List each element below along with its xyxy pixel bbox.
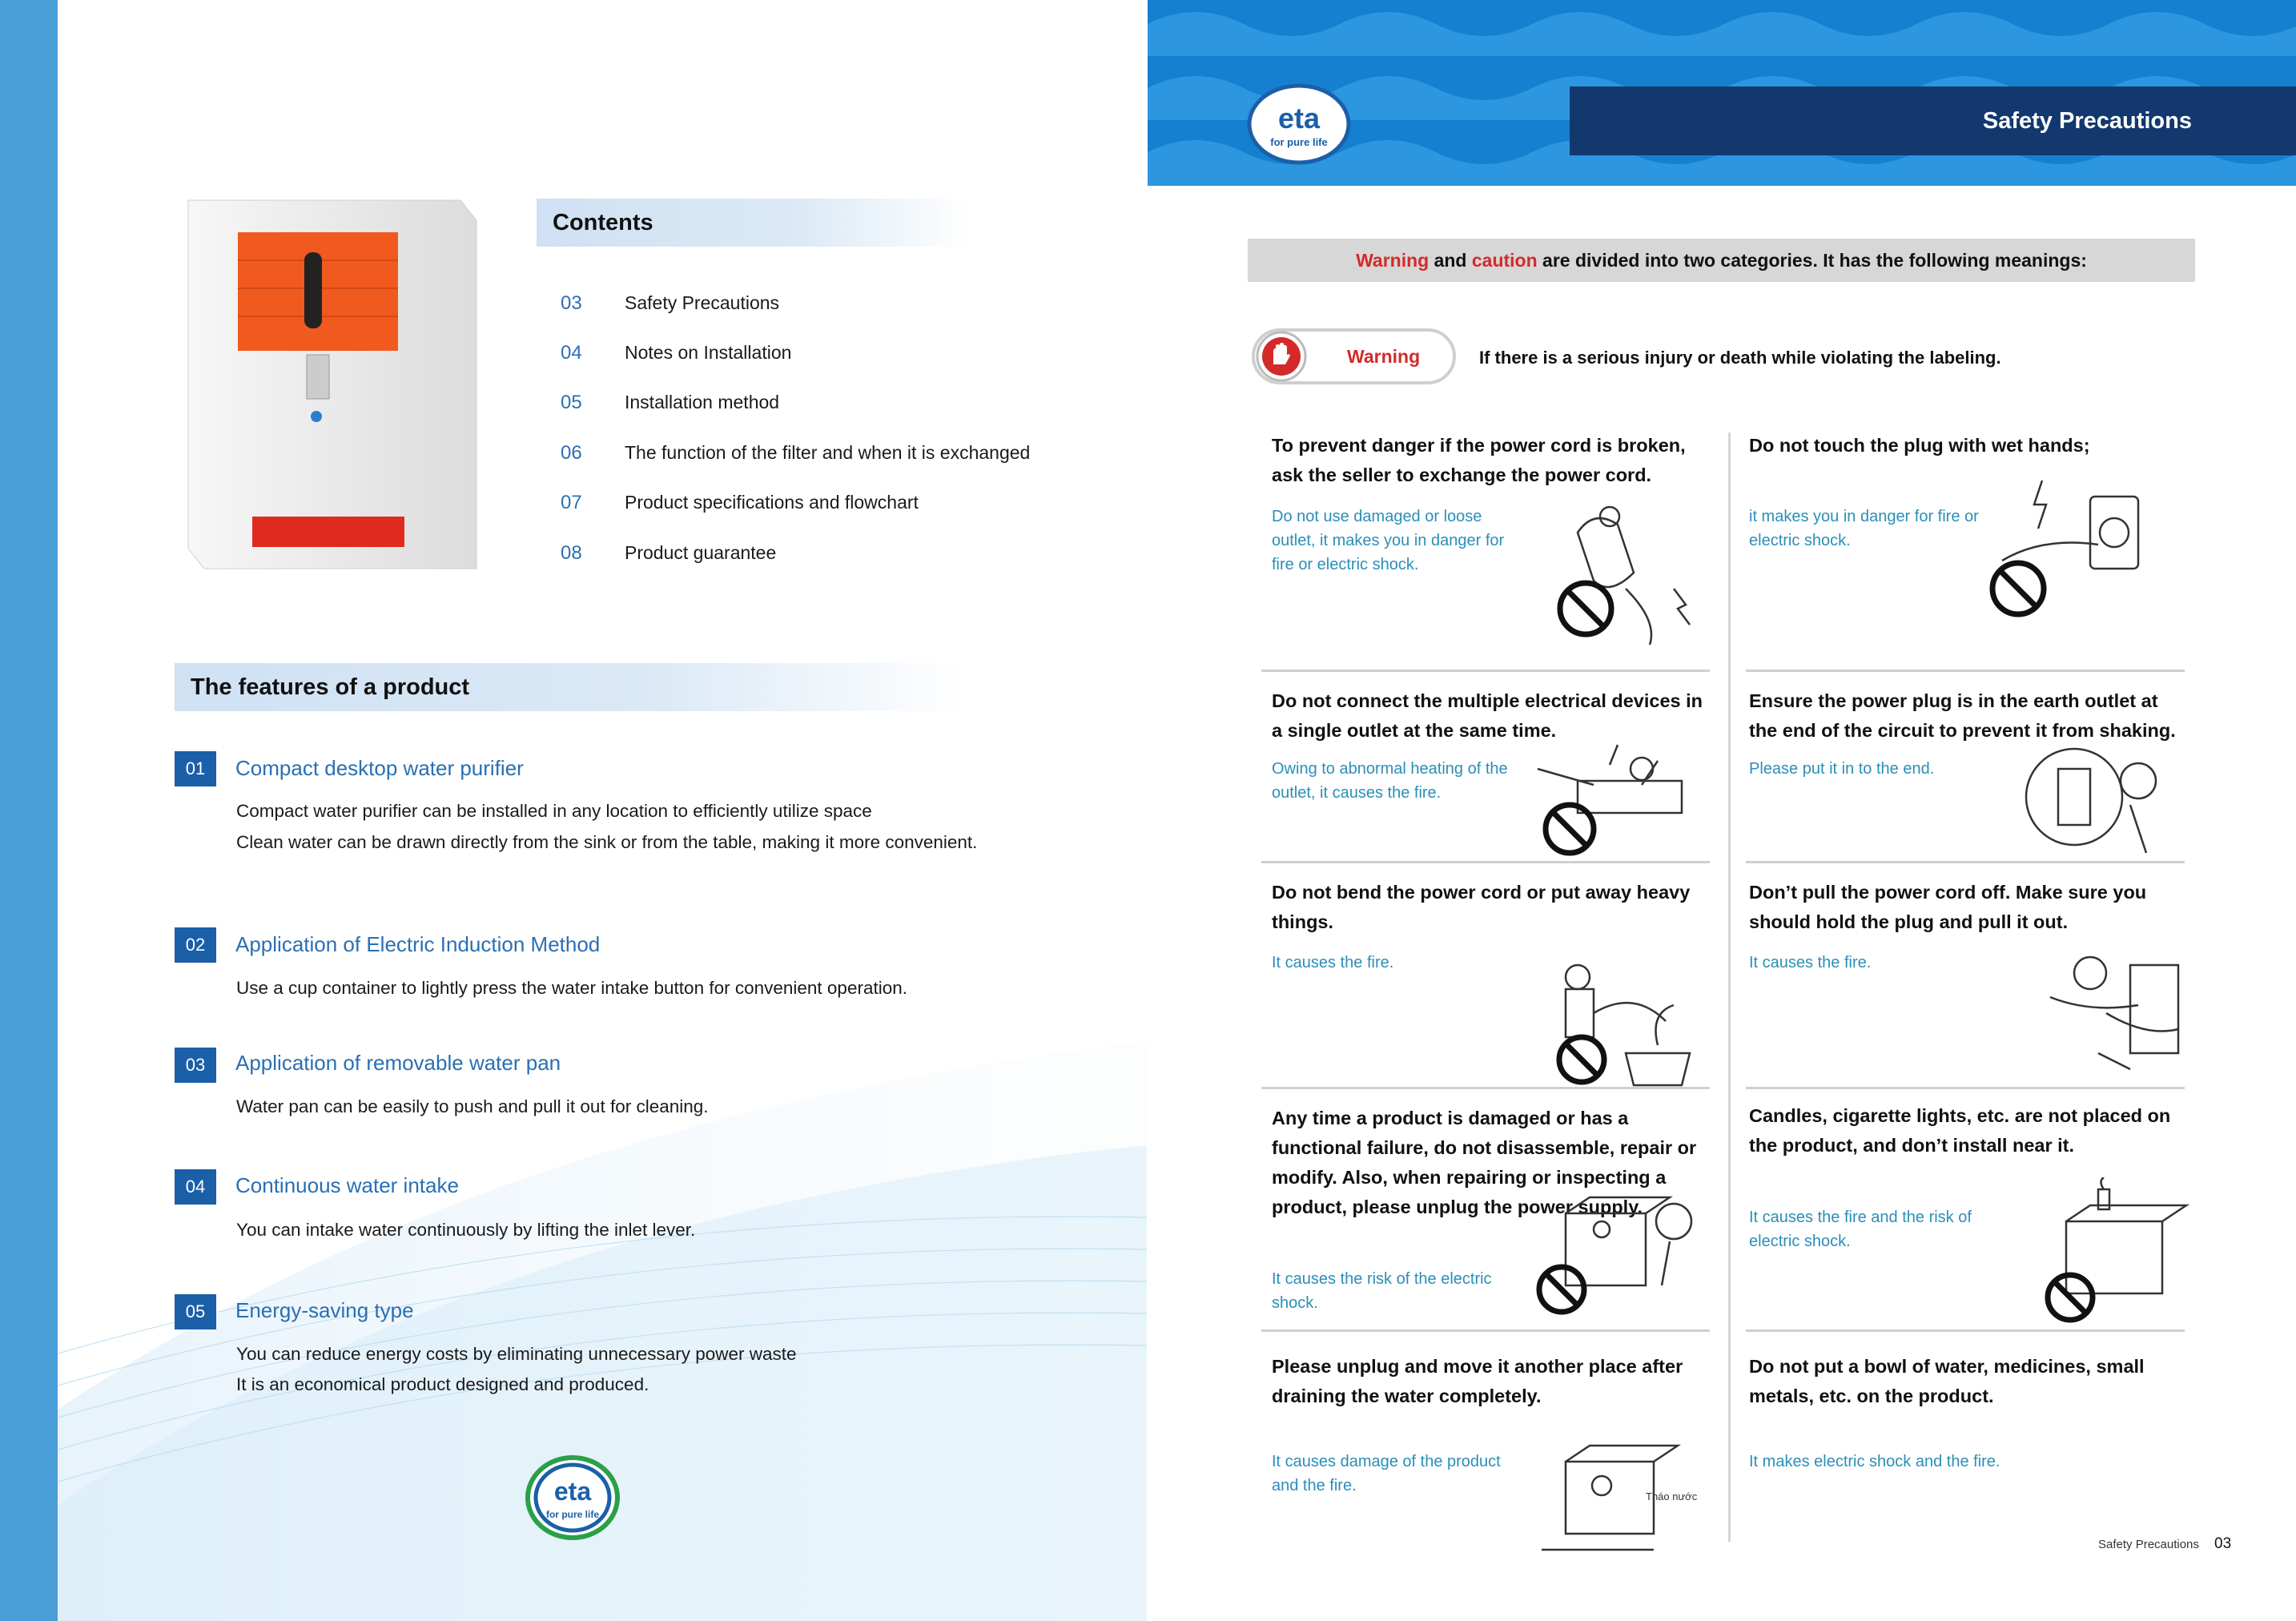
safety-item-desc: Please put it in to the end. bbox=[1749, 760, 1935, 778]
row-divider bbox=[1746, 670, 2185, 672]
safety-item-title: Candles, cigarette lights, etc. are not placed on the product, and don’t install near it. bbox=[1749, 1105, 2171, 1156]
eta-logo-top bbox=[1245, 80, 1353, 168]
warning-hand-icon bbox=[1256, 331, 1307, 382]
safety-item-title: Ensure the power plug is in the earth outlet at the end of the circuit to prevent it from shaking. bbox=[1749, 690, 2176, 741]
legend-bar bbox=[1248, 239, 2195, 282]
safety-item-title: Do not touch the plug with wet hands; bbox=[1749, 435, 2090, 456]
safety-item-desc: It makes electric shock and the fire. bbox=[1749, 1453, 2000, 1470]
feature-text: It is an economical product designed and produced. bbox=[236, 1374, 649, 1394]
candle-illustration bbox=[2034, 1177, 2210, 1329]
toc-item[interactable] bbox=[561, 537, 1121, 569]
row-divider bbox=[1261, 1329, 1710, 1332]
feature-title: Compact desktop water purifier bbox=[235, 756, 524, 780]
safety-item-title: Do not put a bowl of water, medicines, small metals, etc. on the product. bbox=[1749, 1356, 2145, 1406]
column-divider bbox=[1728, 432, 1731, 1542]
pull-cord-illustration bbox=[2018, 937, 2194, 1089]
feature-title: Energy-saving type bbox=[235, 1298, 414, 1322]
illustration-caption: Tháo nước bbox=[1646, 1490, 1698, 1502]
legend-and: and bbox=[1429, 250, 1472, 271]
warning-definition: If there is a serious injury or death while violating the labeling. bbox=[1479, 348, 2001, 368]
toc-item[interactable] bbox=[561, 486, 1121, 518]
feature-text: Use a cup container to lightly press the water intake button for convenient operation. bbox=[236, 978, 907, 998]
warning-label: Warning bbox=[1347, 346, 1421, 367]
toc-label: Safety Precautions bbox=[625, 292, 780, 313]
row-divider bbox=[1746, 1329, 2185, 1332]
feature-title: Continuous water intake bbox=[235, 1173, 459, 1197]
toc-number: 06 bbox=[561, 442, 582, 464]
toc-label: Product guarantee bbox=[625, 542, 777, 563]
toc-number: 05 bbox=[561, 392, 582, 413]
svg-text:eta: eta bbox=[1277, 102, 1321, 135]
toc-item[interactable] bbox=[561, 336, 1121, 368]
toc-item[interactable] bbox=[561, 436, 1121, 469]
safety-item-desc: Do not use damaged or loose outlet, it makes you in danger for fire or electric shock. bbox=[1272, 508, 1505, 573]
legend-caution-word: caution bbox=[1471, 250, 1538, 271]
feature-number-badge: 01 bbox=[175, 751, 216, 786]
feature-text: Water pan can be easily to push and pull it out for cleaning. bbox=[236, 1096, 709, 1116]
legend-warning-word: Warning bbox=[1356, 250, 1429, 271]
wet-hands-illustration bbox=[1978, 473, 2154, 625]
safety-item-desc: it makes you in danger for fire or electric shock. bbox=[1749, 508, 1979, 549]
page-title-bar: Safety Precautions bbox=[1570, 86, 2296, 155]
repair-illustration bbox=[1526, 1177, 1702, 1329]
safety-item-title: Do not connect the multiple electrical devices in a single outlet at the same time. bbox=[1272, 690, 1703, 741]
multiple-devices-illustration bbox=[1522, 725, 1698, 877]
safety-item-desc: It causes the fire. bbox=[1272, 954, 1394, 971]
features-heading: The features of a product bbox=[175, 663, 967, 711]
toc-number: 03 bbox=[561, 292, 582, 314]
toc-label: The function of the filter and when it is exchanged bbox=[625, 442, 1031, 463]
toc-label: Installation method bbox=[625, 392, 780, 412]
feature-number-badge: 03 bbox=[175, 1048, 216, 1083]
safety-item-title: Any time a product is damaged or has a functional failure, do not disassemble, repair or modify. Also, when repairing or inspecting a product, please unplug the power supply. bbox=[1272, 1108, 1697, 1217]
footer-section-label: Safety Precautions bbox=[2098, 1538, 2199, 1551]
feature-text: You can reduce energy costs by eliminating unnecessary power waste bbox=[236, 1344, 797, 1364]
bent-cord-illustration bbox=[1530, 945, 1706, 1097]
earth-outlet-illustration bbox=[2010, 721, 2186, 873]
safety-item-title: To prevent danger if the power cord is broken, ask the seller to exchange the power cord. bbox=[1272, 435, 1686, 485]
toc-label: Product specifications and flowchart bbox=[625, 492, 919, 513]
footer-page-number: 03 bbox=[2214, 1535, 2232, 1552]
eta-logo-bottom bbox=[525, 1454, 621, 1542]
toc-number: 08 bbox=[561, 542, 582, 564]
svg-text:for pure life: for pure life bbox=[1270, 136, 1328, 148]
damaged-cord-illustration bbox=[1530, 493, 1706, 645]
feature-number-badge: 02 bbox=[175, 927, 216, 963]
safety-item-desc: It causes the fire. bbox=[1749, 954, 1872, 971]
legend-text: are divided into two categories. It has the following meanings: bbox=[1537, 250, 2087, 271]
safety-item-desc: It causes damage of the product and the fire. bbox=[1272, 1453, 1501, 1494]
feature-title: Application of Electric Induction Method bbox=[235, 932, 601, 956]
feature-text: Compact water purifier can be installed in any location to efficiently utilize space bbox=[236, 801, 872, 821]
toc-item[interactable] bbox=[561, 287, 1121, 319]
toc-label: Notes on Installation bbox=[625, 342, 792, 363]
feature-text: Clean water can be drawn directly from the sink or from the table, making it more convenient. bbox=[236, 832, 978, 852]
svg-text:eta: eta bbox=[553, 1477, 592, 1506]
safety-item-title: Please unplug and move it another place after draining the water completely. bbox=[1272, 1356, 1683, 1406]
left-edge-bar bbox=[0, 0, 58, 1621]
contents-heading: Contents bbox=[537, 199, 969, 247]
safety-item-desc: Owing to abnormal heating of the outlet, it causes the fire. bbox=[1272, 760, 1508, 802]
safety-item-desc: It causes the fire and the risk of electric shock. bbox=[1749, 1209, 1972, 1250]
row-divider bbox=[1261, 670, 1710, 672]
toc-number: 04 bbox=[561, 342, 582, 364]
feature-number-badge: 05 bbox=[175, 1294, 216, 1329]
toc-item[interactable] bbox=[561, 386, 1121, 418]
svg-text:for pure life: for pure life bbox=[545, 1509, 600, 1520]
safety-item-title: Do not bend the power cord or put away heavy things. bbox=[1272, 882, 1691, 932]
feature-text: You can intake water continuously by lifting the inlet lever. bbox=[236, 1220, 696, 1240]
safety-item-title: Don’t pull the power cord off. Make sure you should hold the plug and pull it out. bbox=[1749, 882, 2147, 932]
safety-item-desc: It causes the risk of the electric shock. bbox=[1272, 1270, 1492, 1312]
drain-water-illustration bbox=[1526, 1426, 1702, 1578]
feature-number-badge: 04 bbox=[175, 1169, 216, 1205]
water-purifier-image bbox=[180, 196, 481, 581]
feature-title: Application of removable water pan bbox=[235, 1051, 561, 1075]
toc-number: 07 bbox=[561, 492, 582, 513]
